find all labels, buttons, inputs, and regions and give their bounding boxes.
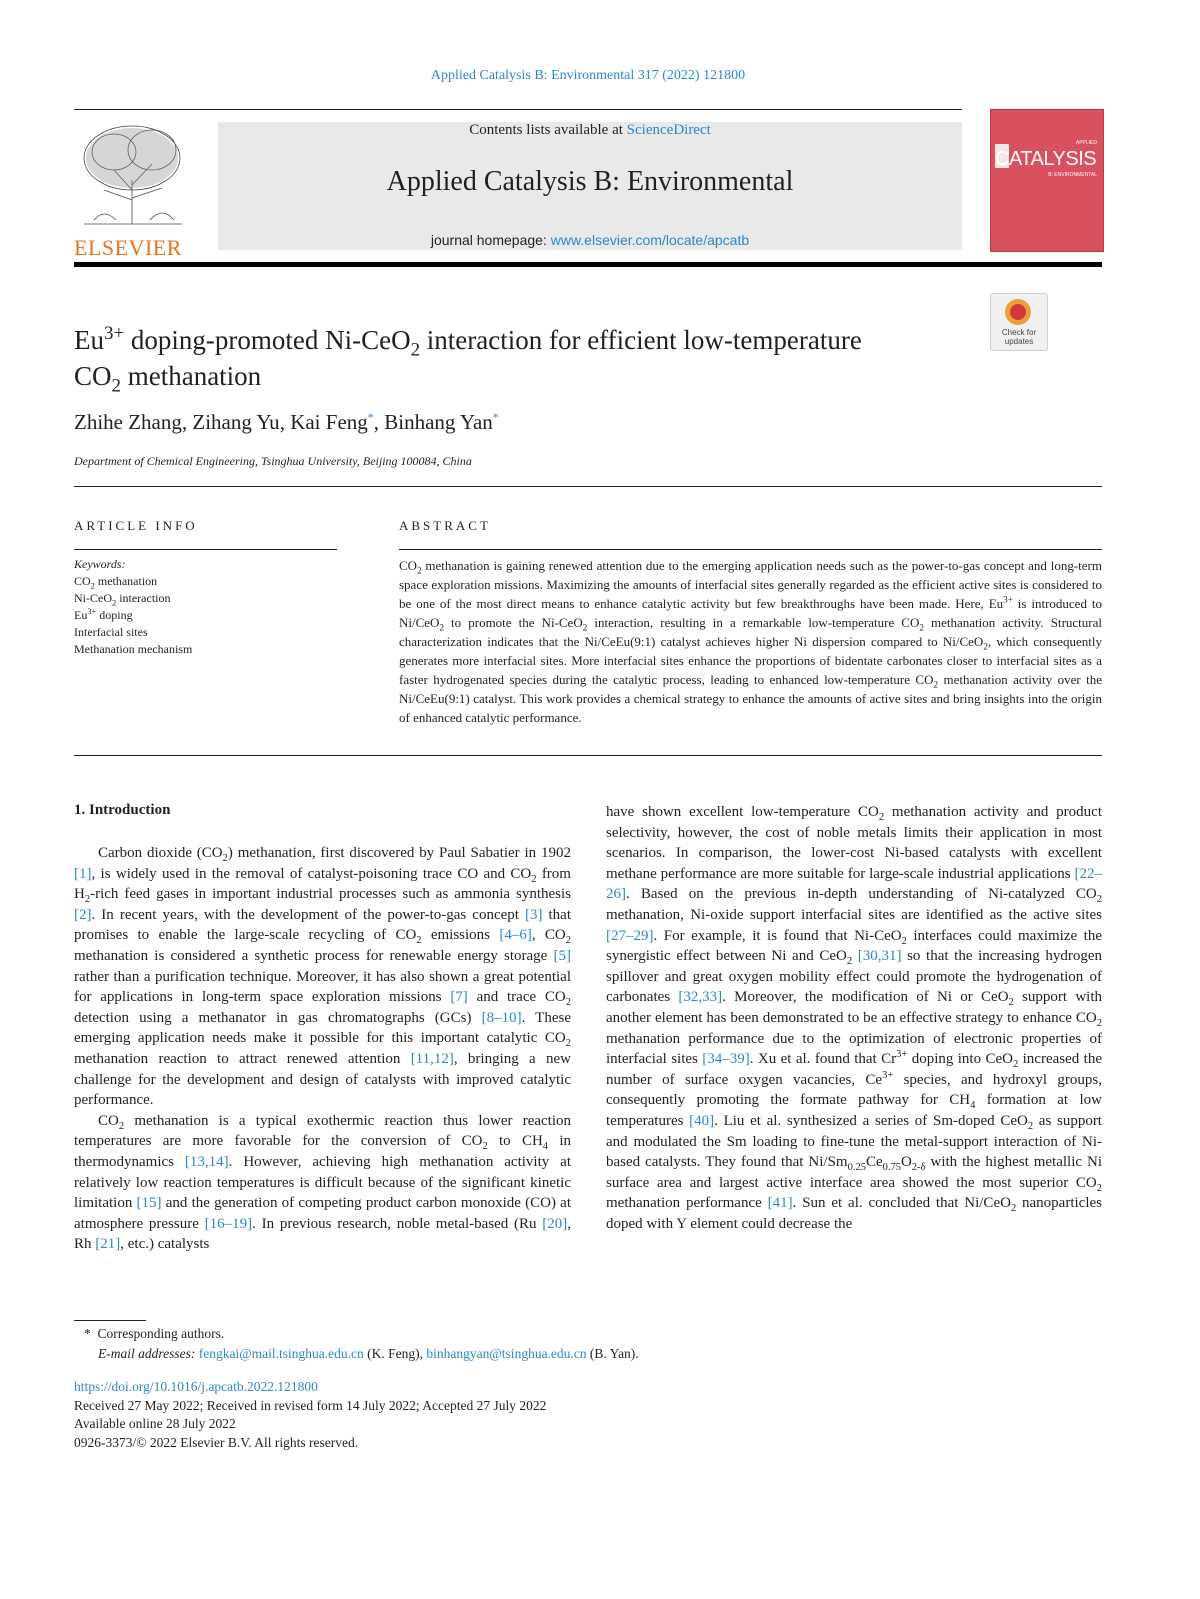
citation-link[interactable]: [8–10] <box>481 1009 522 1026</box>
header-divider <box>74 109 962 110</box>
keyword-item: Ni-CeO$_2$ interaction <box>74 591 171 608</box>
citation-link[interactable]: [40] <box>689 1112 715 1129</box>
updates-badge-icon <box>1005 299 1031 325</box>
author-name[interactable]: Zihang Yu <box>192 410 280 434</box>
received-dates: Received 27 May 2022; Received in revised form 14 July 2022; Accepted 27 July 2022 <box>74 1397 547 1413</box>
citation-link[interactable]: [11,12] <box>410 1050 454 1067</box>
paragraph: Carbon dioxide $(CO_2)$ methanation, first discovered by Paul Sabatier in 1902 [1], is widely used in the removal of catalyst-poisoning trace CO and $CO_2$ from $H_2$-rich feed gases in important industrial processes such as ammonia synthesis [2]. In recent years, with the development of the power-to-gas concept [3] that promises to enable the large-scale recycling of $CO_2$ emissions [4–6], $CO_2$ methanation is considered a synthetic process for renewable energy storage [5] rather than a purification technique. Moreover, it has also shown a great potential for applications in long-term space exploration missions [7] and trace $CO_2$ detection using a methanator in gas chromatographs (GCs) [8–10]. These emerging application needs make it possible for this important catalytic $CO_2$ methanation reaction to attract renewed attention [11,12], bringing a new challenge for the development and design of catalysts with improved catalytic performance. <box>74 845 572 1109</box>
email-line: E-mail addresses: fengkai@mail.tsinghua.edu.cn (K. Feng), binhangyan@tsinghua.edu.cn (B. Yan). <box>98 1346 639 1361</box>
available-online: Available online 28 July 2022 <box>74 1416 236 1431</box>
copyright: 0926-3373/© 2022 Elsevier B.V. All rights reserved. <box>74 1434 359 1450</box>
keyword-item: Methanation mechanism <box>74 642 193 656</box>
abstract-heading: ABSTRACT <box>399 518 491 533</box>
abstract-rule <box>399 549 1102 550</box>
corresponding-note: * Corresponding authors. <box>84 1326 225 1341</box>
author-name[interactable]: Kai Feng <box>290 410 368 434</box>
keyword-item: $CO_2$ methanation <box>74 574 158 591</box>
citation-link[interactable]: [13,14] <box>184 1153 229 1170</box>
title-divider <box>74 486 1102 487</box>
header-thick-rule <box>74 262 1102 267</box>
sciencedirect-link[interactable]: ScienceDirect <box>626 122 711 138</box>
citation-link[interactable]: [41] <box>767 1195 793 1212</box>
article-info-rule <box>74 549 337 550</box>
journal-citation[interactable]: Applied Catalysis B: Environmental 317 (2022) 121800 <box>430 68 746 83</box>
journal-cover[interactable] <box>990 109 1104 252</box>
elsevier-logo <box>74 120 192 260</box>
homepage-prefix: journal homepage: <box>430 232 551 248</box>
keyword-item: $Eu^{3+}$ doping <box>74 607 133 622</box>
citation-link[interactable]: [27–29] <box>606 927 654 944</box>
journal-homepage <box>218 232 962 248</box>
email-link[interactable]: fengkai@mail.tsinghua.edu.cn <box>198 1346 364 1361</box>
author-name[interactable]: Zhihe Zhang <box>74 410 182 434</box>
citation-link[interactable]: [15] <box>136 1195 162 1212</box>
corresponding-star-icon[interactable]: * <box>492 410 499 424</box>
keyword-item: Interfacial sites <box>74 625 148 639</box>
keywords-list <box>74 556 192 658</box>
footnote <box>84 1324 639 1364</box>
citation-link[interactable]: [16–19] <box>204 1215 253 1232</box>
citation-link[interactable]: [21] <box>95 1236 121 1253</box>
cover-top-text: APPLIED <box>1075 140 1097 146</box>
check-for-updates-button[interactable] <box>990 293 1048 351</box>
citation-link[interactable]: [20] <box>542 1215 568 1232</box>
citation-link[interactable]: [34–39] <box>702 1051 750 1068</box>
check-updates-label: Check for updates <box>1001 328 1037 346</box>
citation-link[interactable]: [3] <box>524 906 543 923</box>
cover-subtitle: B: ENVIRONMENTAL <box>1048 172 1097 178</box>
doi-link[interactable]: https://doi.org/10.1016/j.apcatb.2022.121800 <box>74 1379 318 1394</box>
abstract-text: $CO_2$ methanation is gaining renewed attention due to the emerging application needs such as the power-to-gas concept and long-term space exploration missions. Maximizing the amounts of interfacial sites generally regarded as the efficient active sites is considered to be one of the most direct means to enhance catalytic activity but few breakthroughs have been made. Here, $Eu^{3+}$ is introduced to Ni/CeO$_2$ to promote the Ni-CeO$_2$ interaction, resulting in a remarkable low-temperature $CO_2$ methanation activity. Structural characterization indicates that the Ni/CeEu(9:1) catalyst achieves higher Ni dispersion compared to Ni/CeO$_2$, which consequently generates more interfacial sites. More interfacial sites enhance the proportions of bidentate carbonates closer to interfacial sites as a faster hydrogenated species during the catalytic process, leading to enhanced low-temperature $CO_2$ methanation activity over the Ni/CeEu(9:1) catalyst. This work provides a chemical strategy to enhance the amounts of active sites and bring insights into the origin of enhanced catalytic performance. <box>399 558 1103 725</box>
abstract-end-rule <box>74 755 1102 756</box>
contents-line <box>218 122 962 139</box>
homepage-link[interactable]: www.elsevier.com/locate/apcatb <box>550 232 750 248</box>
citation-link[interactable]: [4–6] <box>499 927 532 944</box>
elsevier-wordmark: ELSEVIER <box>74 235 182 260</box>
section-heading-introduction: 1. Introduction <box>74 802 171 818</box>
citation-link[interactable]: [1] <box>74 865 92 882</box>
body-column-left <box>74 843 571 1255</box>
body-column-right <box>606 802 1102 1234</box>
citation-link[interactable]: [2] <box>74 906 92 923</box>
citation-link[interactable]: [5] <box>553 947 571 964</box>
article-info-heading: ARTICLE INFO <box>74 518 198 533</box>
email-label: E-mail addresses: <box>98 1346 196 1361</box>
paragraph: $CO_2$ methanation is a typical exothermic reaction thus lower reaction temperatures are more favorable for the conversion of $CO_2$ to $CH_4$ in thermodynamics [13,14]. However, achieving high methanation activity at relatively low reaction temperatures is difficult because of the significant kinetic limitation [15] and the generation of competing product carbon monoxide (CO) at atmosphere pressure [16–19]. In previous research, noble metal-based (Ru [20], Rh [21], etc.) catalysts <box>74 1112 572 1253</box>
keywords-label: Keywords: <box>74 557 126 571</box>
citation-link[interactable]: [7] <box>450 989 468 1006</box>
cover-title: CATALYSIS <box>995 148 1097 170</box>
contents-prefix: Contents lists available at <box>469 122 627 138</box>
citation-link[interactable]: [22–26] <box>606 865 1102 903</box>
affiliation: Department of Chemical Engineering, Tsinghua University, Beijing 100084, China <box>74 454 472 468</box>
elsevier-tree-icon <box>74 120 192 228</box>
article-title: $Eu^{3+}$ doping-promoted Ni-CeO$_2$ interaction for efficient low-temperature $CO_2$ methanation <box>74 323 862 397</box>
paragraph: have shown excellent low-temperature $CO_2$ methanation activity and product selectivity, however, the cost of noble metals limits their application in most scenarios. In comparison, the lower-cost Ni-based catalysts with excellent methane performance are more suitable for large-scale industrial applications [22–26]. Based on the previous in-depth understanding of Ni-catalyzed $CO_2$ methanation, Ni-oxide support interfacial sites are identified as the active sites [27–29]. For example, it is found that Ni-CeO$_2$ interfaces could maximize the synergistic effect between Ni and CeO$_2$ [30,31] so that the increasing hydrogen spillover and great oxygen mobility effect could promote the hydrogenation of carbonates [32,33]. Moreover, the modification of Ni or CeO$_2$ support with another element has been demonstrated to be an effective strategy to enhance $CO_2$ methanation performance due to the optimization of electronic properties of interfacial sites [34–39]. Xu et al. found that $Cr^{3+}$ doping into CeO$_2$ increased the number of surface oxygen vacancies, $Ce^{3+}$ species, and hydroxyl groups, consequently promoting the formate pathway for $CH_4$ formation at low temperatures [40]. Liu et al. synthesized a series of Sm-doped CeO$_2$ as support and modulated the Sm loading to fine-tune the metal-support interaction of Ni-based catalysts. They found that $Ni/Sm_{0.25}Ce_{0.75}O_{2-\delta}$ with the highest metallic Ni surface area and largest active interface area showed the most superior $CO_2$ methanation performance [41]. Sun et al. concluded that Ni/CeO$_2$ nanoparticles doped with Y element could decrease the <box>606 804 1103 1232</box>
email-link[interactable]: binhangyan@tsinghua.edu.cn <box>426 1346 587 1361</box>
journal-title: Applied Catalysis B: Environmental <box>386 166 794 197</box>
publication-info <box>74 1378 546 1452</box>
author-name[interactable]: Binhang Yan <box>384 410 493 434</box>
citation-link[interactable]: [30,31] <box>857 948 902 965</box>
footnote-rule <box>74 1320 146 1321</box>
citation-link[interactable]: [32,33] <box>678 989 723 1006</box>
corresponding-star-icon[interactable]: * <box>367 410 374 424</box>
author-list: Zhihe Zhang, Zihang Yu, Kai Feng*, Binhang Yan* <box>74 410 499 434</box>
journal-banner <box>218 122 962 250</box>
